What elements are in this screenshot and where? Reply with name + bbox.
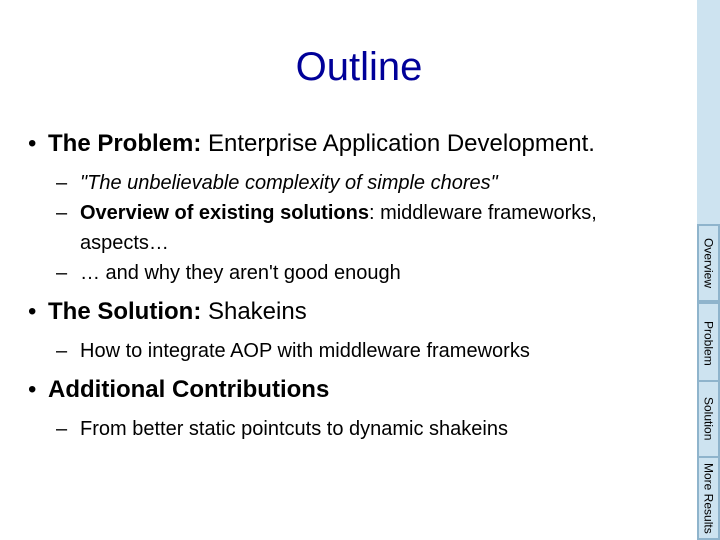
sub-bullet-complexity (28, 168, 688, 198)
sub-bullet-overview-heading: Overview of existing solutions (80, 202, 369, 224)
bullet-dash: – (56, 202, 68, 224)
bullet-dot: • (28, 298, 37, 325)
bullet-dot: • (28, 376, 37, 403)
tab-overview[interactable] (697, 224, 720, 302)
bullet-dash: – (56, 418, 68, 440)
sub-bullet-why-not (28, 258, 688, 288)
bullet-contributions-heading: Additional Contributions (48, 376, 330, 403)
bullet-dot: • (28, 130, 37, 157)
bullet-problem (28, 128, 688, 160)
slide-title: Outline (295, 45, 423, 89)
tab-overview-label: Overview (701, 237, 716, 288)
sub-bullet-integrate (28, 336, 688, 366)
sub-bullet-complexity-text: "The unbelievable complexity of simple chores" (80, 172, 498, 194)
tab-more-results-label: More Results (701, 462, 716, 534)
tab-solution-label: Solution (701, 397, 716, 441)
bullet-dash: – (56, 172, 68, 194)
bullet-problem-heading: The Problem: (48, 130, 202, 157)
tab-solution[interactable] (697, 380, 720, 458)
sub-bullet-pointcuts-text: From better static pointcuts to dynamic shakeins (80, 418, 508, 440)
bullet-contributions (28, 374, 688, 406)
sub-bullet-overview-text: : middleware frameworks, aspects… (80, 202, 597, 254)
sub-bullet-overview (28, 198, 688, 258)
sub-bullet-integrate-text: How to integrate AOP with middleware frameworks (80, 340, 530, 362)
sub-bullet-pointcuts (28, 414, 688, 444)
bullet-dash: – (56, 262, 68, 284)
bullet-solution-text: Shakeins (201, 298, 307, 325)
tab-problem-label: Problem (701, 320, 716, 366)
bullet-solution-heading: The Solution: (48, 298, 202, 325)
slide-body (28, 128, 688, 444)
tab-more-results[interactable] (697, 456, 720, 540)
tab-problem[interactable] (697, 302, 720, 384)
sub-bullet-why-not-text: … and why they aren't good enough (80, 262, 401, 284)
bullet-problem-text: Enterprise Application Development. (201, 130, 595, 157)
bullet-dash: – (56, 340, 68, 362)
bullet-solution (28, 296, 688, 328)
